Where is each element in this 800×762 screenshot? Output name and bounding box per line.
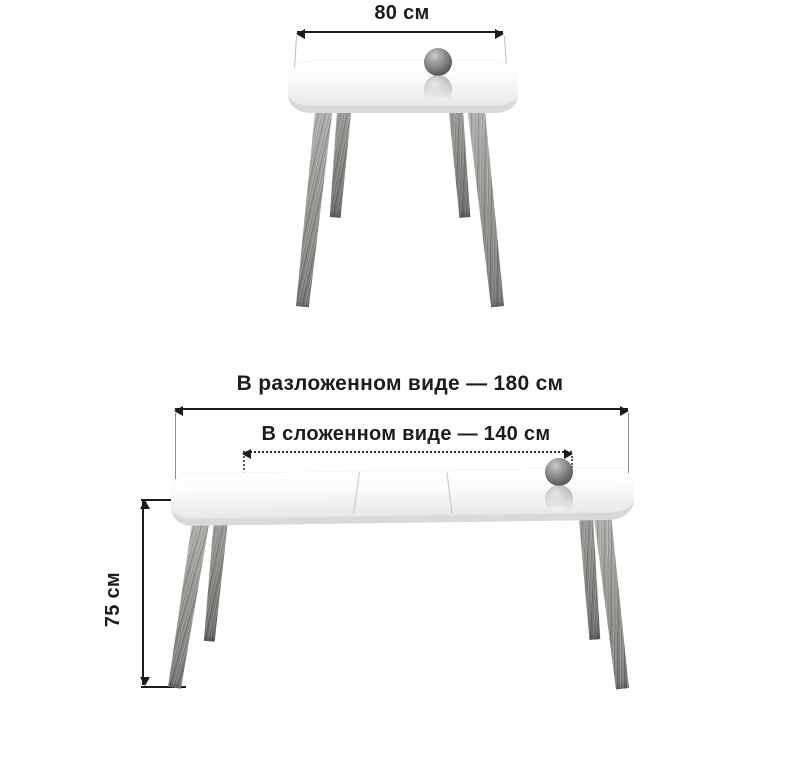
height-dimension-arrow: [142, 501, 144, 685]
decor-sphere-2: [545, 458, 573, 486]
side-view-front-left-leg: [166, 513, 211, 690]
width-dimension-arrow: [297, 31, 503, 33]
extended-length-label: В разложенном виде — 180 см: [236, 372, 564, 395]
side-view-front-right-leg: [593, 511, 631, 690]
end-view-back-right-leg: [448, 105, 472, 218]
end-view-front-right-leg: [467, 107, 506, 308]
end-view-tabletop: [288, 60, 518, 113]
decor-sphere: [424, 48, 452, 76]
end-view-front-left-leg: [293, 107, 332, 308]
extended-length-arrow: [175, 408, 628, 410]
decor-sphere-reflection: [424, 75, 452, 103]
folded-length-label: В сложенном виде — 140 см: [261, 423, 551, 445]
width-dimension-label: 80 см: [374, 2, 430, 24]
height-dimension-label-box: [84, 552, 142, 648]
decor-sphere-2-reflection: [545, 485, 573, 513]
height-dimension-label: 75 см: [101, 572, 124, 628]
folded-length-arrow: [243, 451, 572, 453]
end-view-back-left-leg: [328, 105, 352, 218]
